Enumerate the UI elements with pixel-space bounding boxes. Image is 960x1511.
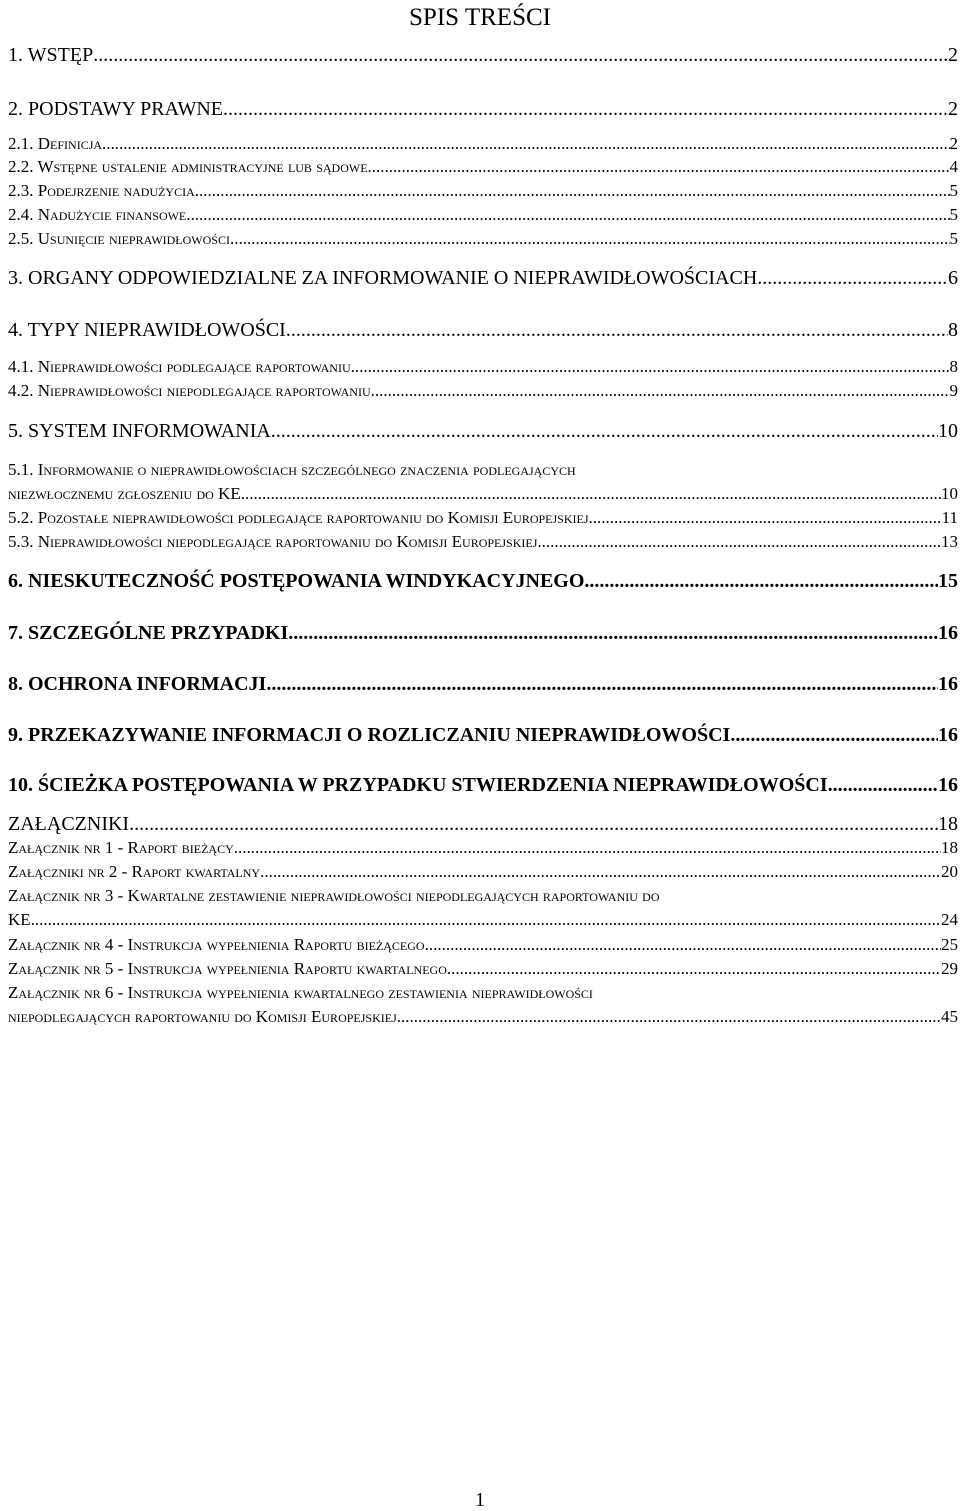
toc-entry-6[interactable]	[8, 568, 960, 594]
toc-page: 16	[938, 673, 958, 695]
toc-page: 8	[948, 319, 958, 341]
toc-label: 9. PRZEKAZYWANIE INFORMACJI O ROZLICZANIU NIEPRAWIDŁOWOŚCI	[8, 724, 731, 746]
toc-label: 5.2. Pozostałe nieprawidłowości podlegające raportowaniu do Komisji Europejskiej	[8, 508, 589, 527]
toc-page: 16	[938, 774, 958, 796]
toc-page: 4	[949, 157, 958, 176]
toc-entry-attachment-6[interactable]	[8, 1006, 960, 1028]
toc-entry-4-1[interactable]	[8, 356, 960, 378]
toc-page: 5	[949, 205, 958, 224]
page-title: SPIS TREŚCI	[409, 4, 551, 31]
toc-page: 6	[948, 267, 958, 289]
toc-label: 5.3. Nieprawidłowości niepodlegające raportowaniu do Komisji Europejskiej	[8, 532, 538, 551]
toc-entry-4-2[interactable]	[8, 380, 960, 402]
toc-entry-2-3[interactable]	[8, 180, 960, 202]
dot-leader	[286, 317, 948, 343]
toc-entry-5-3[interactable]	[8, 531, 960, 553]
dot-leader	[288, 620, 938, 646]
dot-leader	[186, 204, 949, 226]
toc-page: 45	[941, 1007, 958, 1026]
dot-leader	[589, 507, 942, 529]
toc-label: Załącznik nr 4 - Instrukcja wypełnienia Raportu bieżącego	[8, 935, 425, 954]
toc-entry-7[interactable]	[8, 620, 960, 646]
toc-entry-2-2[interactable]	[8, 156, 960, 178]
toc-page: 2	[948, 44, 958, 66]
dot-leader	[93, 42, 948, 68]
toc-page: 15	[938, 570, 958, 592]
toc-page: 10	[941, 484, 958, 503]
toc-entry-attachments[interactable]	[8, 811, 960, 837]
toc-entry-5-1[interactable]	[8, 483, 960, 505]
dot-leader	[730, 722, 938, 748]
toc-entry-attachment-3[interactable]	[8, 909, 960, 931]
toc-label: 2. PODSTAWY PRAWNE	[8, 98, 224, 120]
toc-page: 10	[938, 420, 958, 442]
toc-page: 18	[938, 813, 958, 835]
toc-label: 2.2. Wstępne ustalenie administracyjne lub sądowe	[8, 157, 368, 176]
toc-entry-9[interactable]	[8, 722, 960, 748]
toc-page: 16	[938, 724, 958, 746]
toc-entry-3[interactable]	[8, 265, 960, 291]
page-number: 1	[475, 1489, 485, 1511]
toc-label: 3. ORGANY ODPOWIEDZIALNE ZA INFORMOWANIE O NIEPRAWIDŁOWOŚCIACH	[8, 267, 758, 289]
toc-entry-10[interactable]	[8, 772, 960, 798]
dot-leader	[447, 958, 941, 980]
toc-entry-attachment-1[interactable]	[8, 837, 960, 859]
toc-entry-2-5[interactable]	[8, 228, 960, 250]
toc-label: niepodlegających raportowaniu do Komisji Europejskiej	[8, 1007, 397, 1026]
toc-entry-4[interactable]	[8, 317, 960, 343]
toc-label: Załącznik nr 1 - Raport bieżący	[8, 838, 234, 857]
toc-page: 24	[941, 910, 958, 929]
dot-leader	[368, 156, 950, 178]
toc-entry-attachment-6-line1[interactable]: Załącznik nr 6 - Instrukcja wypełnienia kwartalnego zestawienia nieprawidłowości	[8, 983, 593, 1002]
dot-leader	[266, 671, 938, 697]
toc-label: 2.4. Nadużycie finansowe	[8, 205, 187, 224]
toc-label: 6. NIESKUTECZNOŚĆ POSTĘPOWANIA WINDYKACYJNEGO	[8, 570, 585, 592]
toc-page: 29	[941, 959, 958, 978]
dot-leader	[241, 483, 941, 505]
toc-entry-5[interactable]	[8, 418, 960, 444]
dot-leader	[271, 418, 938, 444]
dot-leader	[223, 96, 948, 122]
toc-entry-2-1[interactable]	[8, 133, 960, 155]
dot-leader	[351, 356, 950, 378]
toc-entry-1[interactable]	[8, 42, 960, 68]
toc-label: niezwłocznemu zgłoszeniu do KE	[8, 484, 241, 503]
dot-leader	[828, 772, 938, 798]
toc-page: 5	[949, 229, 958, 248]
toc-page: 8	[949, 357, 958, 376]
dot-leader	[371, 380, 950, 402]
toc-entry-8[interactable]	[8, 671, 960, 697]
dot-leader	[584, 568, 938, 594]
dot-leader	[397, 1006, 941, 1028]
toc-page: 5	[949, 181, 958, 200]
toc-page: 2	[949, 134, 958, 153]
toc-page: 20	[941, 862, 958, 881]
toc-entry-attachment-4[interactable]	[8, 934, 960, 956]
dot-leader	[425, 934, 941, 956]
toc-page: 16	[938, 622, 958, 644]
toc-label: 4.2. Nieprawidłowości niepodlegające raportowaniu	[8, 381, 371, 400]
toc-label: 4. TYPY NIEPRAWIDŁOWOŚCI	[8, 319, 286, 341]
toc-page: 25	[941, 935, 958, 954]
toc-entry-attachment-5[interactable]	[8, 958, 960, 980]
dot-leader	[195, 180, 950, 202]
toc-entry-2[interactable]	[8, 96, 960, 122]
toc-page: 9	[949, 381, 958, 400]
dot-leader	[260, 861, 941, 883]
dot-leader	[129, 811, 938, 837]
toc-page: 18	[941, 838, 958, 857]
dot-leader	[234, 837, 941, 859]
dot-leader	[757, 265, 948, 291]
toc-entry-2-4[interactable]	[8, 204, 960, 226]
toc-entry-5-2[interactable]	[8, 507, 960, 529]
toc-label: Załączniki nr 2 - Raport kwartalny	[8, 862, 261, 881]
dot-leader	[102, 133, 949, 155]
toc-label: 1. WSTĘP	[8, 44, 94, 66]
toc-label: ZAŁĄCZNIKI	[8, 813, 130, 835]
toc-label: 4.1. Nieprawidłowości podlegające raportowaniu	[8, 357, 351, 376]
toc-label: 2.3. Podejrzenie nadużycia	[8, 181, 195, 200]
toc-label: 8. OCHRONA INFORMACJI	[8, 673, 267, 695]
dot-leader	[537, 531, 941, 553]
toc-label: 2.5. Usunięcie nieprawidłowości	[8, 229, 230, 248]
toc-label: Załącznik nr 5 - Instrukcja wypełnienia Raportu kwartalnego	[8, 959, 447, 978]
toc-page: 11	[941, 508, 958, 527]
toc-label: 5. SYSTEM INFORMOWANIA	[8, 420, 271, 442]
toc-label: 2.1. Definicja	[8, 134, 103, 153]
toc-label: 7. SZCZEGÓLNE PRZYPADKI	[8, 622, 289, 644]
toc-label: KE	[8, 910, 31, 929]
toc-page: 2	[948, 98, 958, 120]
dot-leader	[230, 228, 950, 250]
dot-leader	[31, 909, 941, 931]
toc-entry-attachment-3-line1[interactable]: Załącznik nr 3 - Kwartalne zestawienie nieprawidłowości niepodlegających raportowaniu do	[8, 886, 660, 905]
toc-label: 10. ŚCIEŻKA POSTĘPOWANIA W PRZYPADKU STWIERDZENIA NIEPRAWIDŁOWOŚCI	[8, 774, 828, 796]
toc-page: 13	[941, 532, 958, 551]
toc-entry-5-1-line1[interactable]: 5.1. Informowanie o nieprawidłowościach szczególnego znaczenia podlegających	[8, 460, 576, 479]
toc-entry-attachment-2[interactable]	[8, 861, 960, 883]
